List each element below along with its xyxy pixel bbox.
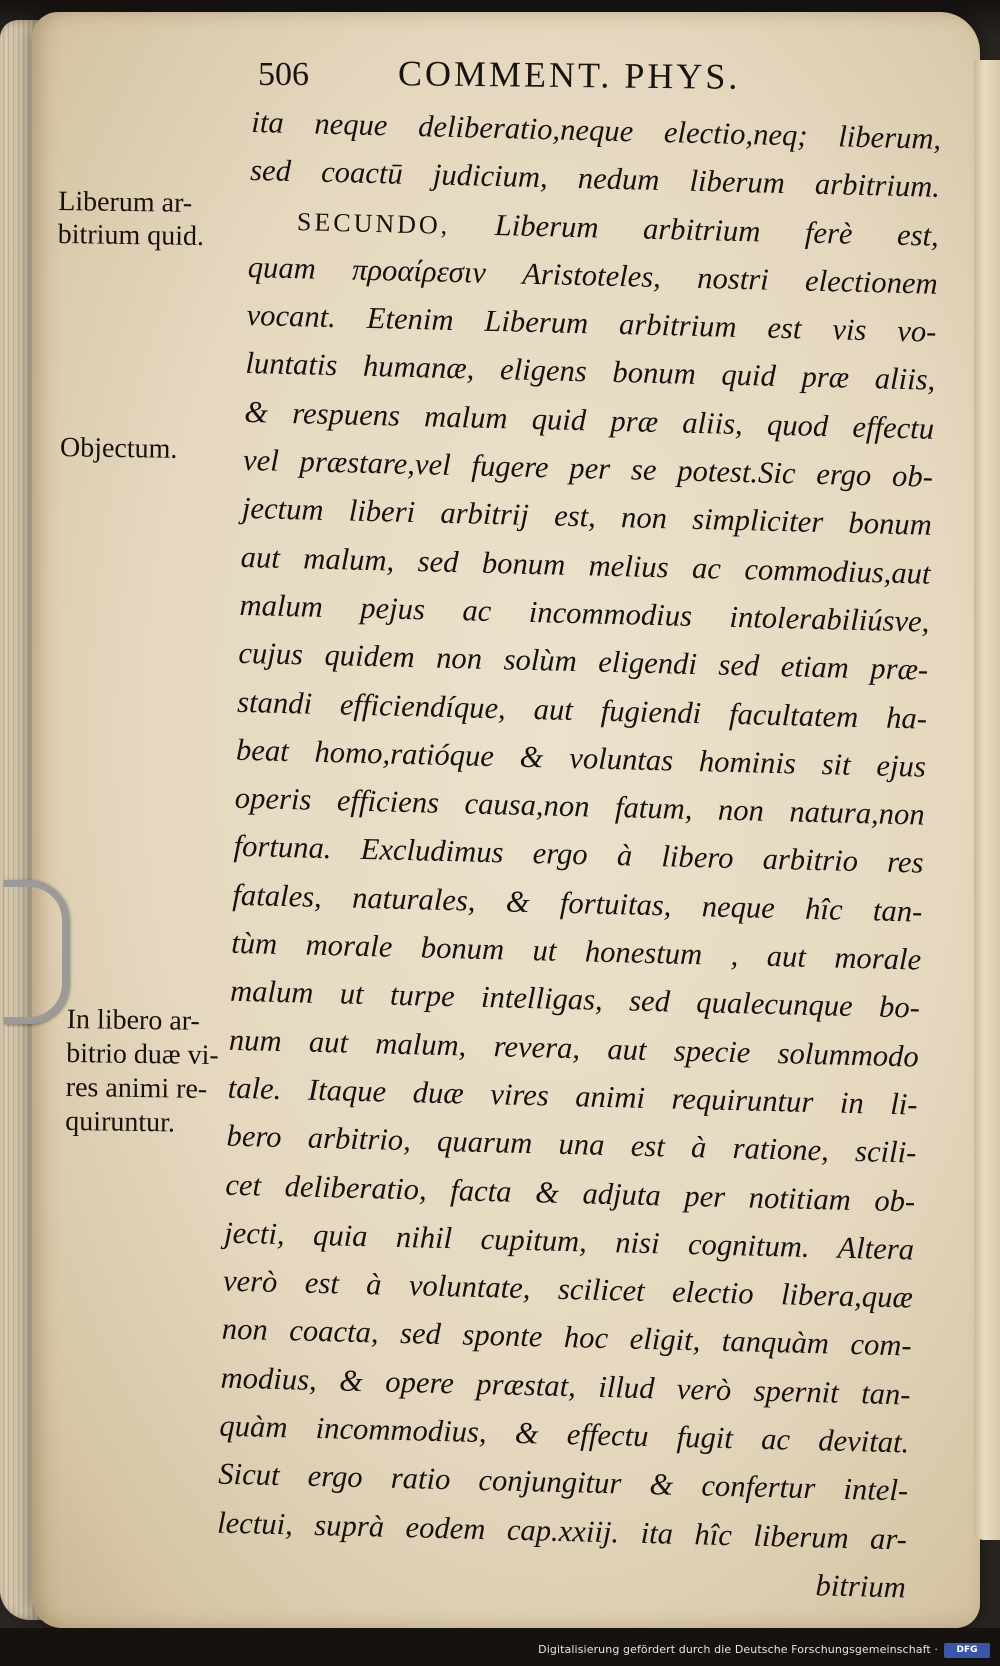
text-line: tùm morale bonum ut honestum , aut morale (230, 925, 922, 977)
text-line: modius, & opere præstat, illud verò spernit tan- (220, 1360, 911, 1412)
marginal-note-line: Liberum ar- (58, 185, 193, 219)
next-page-edge (974, 60, 1000, 1540)
text-line: verò est à voluntate, scilicet electio libera,quæ (222, 1263, 914, 1315)
text-line: standi efficiendíque, aut fugiendi facultatem ha- (236, 684, 928, 736)
text-line: aut malum, sed bonum melius ac commodius,aut (240, 539, 932, 591)
text-line: Sicut ergo ratio conjungitur & confertur intel- (217, 1456, 909, 1508)
text-line: ita neque deliberatio,neque electio,neq; liberum, (250, 104, 942, 156)
text-line: fortuna. Excludimus ergo à libero arbitrio res (233, 829, 924, 881)
text-line-rest: Liberum arbitrium ferè est, (494, 207, 940, 253)
marginal-note-objectum (60, 431, 178, 466)
text-line: sed coactū judicium, nedum liberum arbitrium. (249, 153, 941, 205)
running-title: COMMENT. PHYS. (397, 53, 741, 97)
text-line: lectui, suprà eodem cap.xxiij. ita hîc liberum ar- (216, 1505, 908, 1557)
page-clip-icon (4, 880, 69, 1024)
text-line: malum ut turpe intelligas, sed qualecunque bo- (229, 974, 921, 1025)
marginal-note-liberum-arbitrium (58, 185, 205, 253)
text-line: & respuens malum quid præ aliis, quod effectu (243, 394, 935, 446)
text-line: vel præstare,vel fugere per se potest.Sic ergo ob- (242, 442, 934, 494)
text-line: luntatis humanæ, eligens bonum quid præ aliis, (245, 346, 936, 398)
page-number: 506 (258, 56, 309, 93)
running-head (258, 52, 858, 102)
text-line: fatales, naturales, & fortuitas, neque hîc tan- (232, 877, 923, 929)
marginal-note-line: quiruntur. (65, 1105, 176, 1139)
marginal-note-line: Objectum. (59, 432, 178, 465)
marginal-note-line: In libero ar- (66, 1003, 201, 1037)
text-line: cet deliberatio, facta & adjuta per notitiam ob- (225, 1167, 916, 1219)
smallcaps-word: SECUNDO, (296, 206, 451, 240)
catchword: bitrium (815, 1568, 907, 1605)
text-line: tale. Itaque duæ vires animi requiruntur in li- (227, 1070, 919, 1122)
text-line: jectum liberi arbitrij est, non simpliciter bonum (241, 491, 933, 543)
body-text (215, 98, 941, 1612)
marginal-note-line: bitrio duæ vi- (66, 1037, 219, 1072)
text-line: vocant. Etenim Liberum arbitrium est vis vo- (246, 298, 937, 349)
text-line: num aut malum, revera, aut specie solummodo (228, 1022, 920, 1074)
text-line: operis efficiens causa,non fatum, non natura,non (234, 780, 926, 832)
text-line: cujus quidem non solùm eligendi sed etiam præ- (238, 636, 929, 687)
text-line: quam προαίρεσιν Aristoteles, nostri electionem (247, 249, 939, 301)
marginal-note-duae-vires (65, 1003, 219, 1141)
marginal-note-line: bitrium quid. (57, 218, 205, 253)
text-line: malum pejus ac incommodius intolerabiliúsve, (239, 587, 930, 639)
marginal-note-line: res animi re- (65, 1071, 208, 1105)
text-line: beat homo,ratióque & voluntas hominis sit ejus (235, 732, 927, 784)
text-line: bero arbitrio, quarum una est à ratione, scili- (226, 1118, 917, 1170)
digitization-credit: Digitalisierung gefördert durch die Deutsche Forschungsgemeinschaft · (538, 1643, 938, 1656)
text-line: non coacta, sed sponte hoc eligit, tanquàm com- (221, 1312, 913, 1363)
dfg-logo-icon: DFG (944, 1643, 990, 1658)
text-line: jecti, quia nihil cupitum, nisi cognitum. Altera (223, 1215, 915, 1267)
text-line: quàm incommodius, & effectu fugit ac devitat. (219, 1408, 910, 1460)
